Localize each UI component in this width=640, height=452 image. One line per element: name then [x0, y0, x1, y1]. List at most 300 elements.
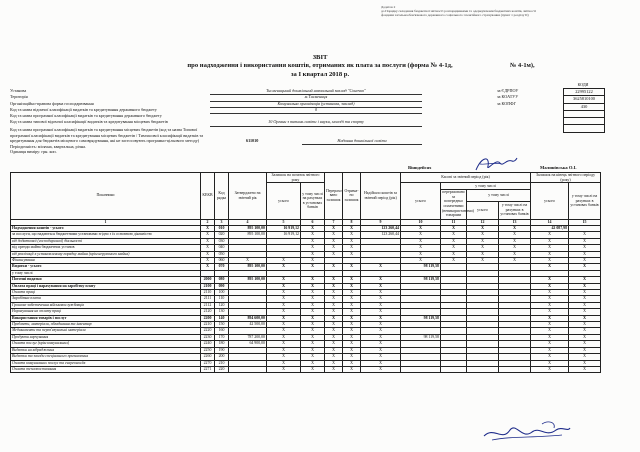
handwritten-signature [472, 154, 518, 174]
table-cell: X [325, 277, 343, 283]
report-title [0, 54, 640, 79]
header-received: Отрима-но залишок [343, 173, 361, 220]
table-cell: X [201, 245, 215, 251]
table-body [11, 225, 601, 372]
table-cell: 2200 [201, 315, 215, 321]
table-cell: X [301, 277, 325, 283]
table-cell: 98 119,58 [401, 277, 441, 283]
table-cell: X [343, 354, 361, 360]
table-cell: X [325, 341, 343, 347]
table-cell: X [441, 232, 467, 238]
column-number: 2 [201, 219, 215, 225]
table-cell: X [267, 347, 301, 353]
header-indicator: Показники [11, 173, 201, 220]
table-cell: X [267, 309, 301, 315]
info-value: м.Тисмениця [210, 94, 422, 101]
row-indicator-cell: від реалізації в установленому порядку майна (крім нерухомого майна) [11, 251, 201, 257]
signatory-left: Вінидейсях [408, 165, 432, 170]
table-cell: 2270 [201, 360, 215, 366]
code-koatuu: 3625810100 [564, 96, 604, 103]
table-cell: 2271 [201, 366, 215, 372]
table-cell: X [325, 309, 343, 315]
table-cell: X [267, 322, 301, 328]
table-cell: X [361, 283, 401, 289]
column-number: 8 [343, 219, 361, 225]
table-cell: X [301, 334, 325, 340]
table-cell: X [325, 328, 343, 334]
column-number: 4 [229, 219, 267, 225]
table-cell: 090 [215, 283, 229, 289]
table-cell: X [343, 277, 361, 283]
table-cell: X [343, 296, 361, 302]
table-cell: X [569, 277, 601, 283]
info-label: Територія [10, 94, 28, 100]
table-cell: X [569, 238, 601, 244]
row-indicator-cell: Фінансування [11, 258, 201, 264]
table-cell: X [229, 258, 267, 264]
table-cell: X [361, 334, 401, 340]
row-indicator-cell: Видатки та заходи спеціального призначення [11, 354, 201, 360]
table-cell: X [267, 328, 301, 334]
table-cell: X [361, 322, 401, 328]
table-cell: X [343, 315, 361, 321]
header-transferred: Перерахо-вано залишок [325, 173, 343, 220]
appendix-line: Додаток 2 [381, 5, 396, 9]
table-cell: X [531, 360, 569, 366]
column-number: 3 [215, 219, 229, 225]
table-cell: X [569, 354, 601, 360]
table-cell: X [201, 238, 215, 244]
table-cell: 130 [215, 309, 229, 315]
table-cell: X [467, 232, 499, 238]
info-value: Тисменицький дошкільний навчальний заклад "Сонечко" [210, 88, 422, 95]
table-cell: X [343, 290, 361, 296]
info-value: 10 Органи з питань освіти і науки, молоді та спорту [210, 119, 422, 126]
table-cell: X [343, 302, 361, 308]
table-cell: X [361, 360, 401, 366]
table-cell: 110 [215, 296, 229, 302]
table-cell: 190 [215, 347, 229, 353]
table-cell: X [569, 290, 601, 296]
row-indicator-cell: Видатки на відрядження [11, 347, 201, 353]
table-cell: X [343, 366, 361, 372]
header-kekv: КЕКВ [201, 173, 215, 220]
row-indicator-cell: Оплата теплопостачання [11, 366, 201, 372]
table-cell: X [343, 309, 361, 315]
row-indicator-cell: у тому числі [11, 270, 201, 276]
table-cell: X [401, 225, 441, 231]
table-cell: X [531, 302, 569, 308]
table-cell: 2112 [201, 302, 215, 308]
table-cell: X [569, 347, 601, 353]
row-indicator-cell: Оплата послуг (крім комунальних) [11, 341, 201, 347]
table-cell: X [325, 296, 343, 302]
table-cell: X [301, 296, 325, 302]
table-cell: 42 087,98 [531, 225, 569, 231]
code-empty [564, 118, 604, 125]
table-cell: 2000 [201, 277, 215, 283]
table-cell: 64 900,00 [229, 341, 267, 347]
table-cell: X [325, 302, 343, 308]
signatory-right: Малинівська О.І. [540, 165, 577, 170]
code-kopfg: 430 [564, 104, 604, 111]
table-cell: 2230 [201, 334, 215, 340]
row-indicator-cell: Видатки - усього [11, 264, 201, 270]
info-value: Комунальна організація (установа, заклад) [210, 101, 422, 108]
table-cell: X [267, 264, 301, 270]
appendix-note [381, 5, 626, 18]
table-cell: 894 600,00 [229, 315, 267, 321]
table-cell: X [201, 232, 215, 238]
table-cell: 220 [215, 366, 229, 372]
table-cell: 2111 [201, 296, 215, 302]
table-cell: X [499, 225, 531, 231]
table-cell: 200 [215, 354, 229, 360]
table-cell: X [401, 258, 441, 264]
table-cell: X [441, 238, 467, 244]
table-cell: X [531, 264, 569, 270]
header-approved: Затверджено на звітний рік [229, 173, 267, 220]
table-cell: 020 [215, 232, 229, 238]
table-cell: X [267, 277, 301, 283]
program-name: Надання дошкільної освіти [302, 138, 422, 145]
table-cell: X [325, 251, 343, 257]
header-spent: Касові за звітний період (рік) [401, 173, 531, 183]
header-row-code: Код рядка [215, 173, 229, 220]
row-indicator-cell: Оплата комунальних послуг та енергоносіїв [11, 360, 201, 366]
table-cell: X [569, 302, 601, 308]
table-cell: 030 [215, 238, 229, 244]
header-incl: у тому числі [441, 183, 531, 189]
table-cell: 2220 [201, 328, 215, 334]
table-cell: X [531, 238, 569, 244]
table-cell: 170 [215, 334, 229, 340]
table-cell: X [499, 238, 531, 244]
table-cell: X [301, 283, 325, 289]
table-cell: X [531, 296, 569, 302]
table-cell: X [201, 251, 215, 257]
table-cell [441, 366, 467, 372]
column-number: 15 [569, 219, 601, 225]
signature-stamp [482, 418, 572, 448]
table-cell: X [343, 334, 361, 340]
table-cell: X [569, 360, 601, 366]
info-row [10, 119, 570, 125]
table-cell: X [201, 258, 215, 264]
info-label: Організаційно-правова форма господарювання [10, 100, 94, 106]
table-cell: X [267, 334, 301, 340]
table-cell: X [301, 309, 325, 315]
table-cell: X [531, 245, 569, 251]
row-indicator-cell: Продукти харчування [11, 334, 201, 340]
row-indicator-cell: Предмети, матеріали, обладнання та інвентар [11, 322, 201, 328]
table-cell: X [569, 232, 601, 238]
row-indicator-cell: за послуги, що надаються бюджетними установами згідно з їх основною діяльністю [11, 232, 201, 238]
table-cell: X [569, 258, 601, 264]
info-label: Код та назва типової відомчої класифікації видатків та кредитування місцевих бюджетів [10, 119, 168, 125]
table-cell: 895 100,00 [229, 264, 267, 270]
table-cell: X [569, 328, 601, 334]
table-cell: 060 [215, 258, 229, 264]
table-cell: X [499, 232, 531, 238]
table-cell: X [361, 347, 401, 353]
info-label: Код та назва відомчої класифікації видатків та кредитування державного бюджету [10, 106, 157, 112]
table-cell: X [343, 341, 361, 347]
info-code-label: за ЄДРПОУ [497, 88, 519, 93]
table-cell: 123 260,44 [361, 225, 401, 231]
periodicity: Періодичність: місячна, квартальна, річна. [10, 143, 87, 149]
table-cell: X [201, 264, 215, 270]
table-cell: 895 100,00 [229, 277, 267, 283]
table-cell: 120 [215, 302, 229, 308]
program-line: кредитування для бюджетів місцевого самоврядування, які не застосовують програмно-цільового методу) 611010 Надання дошкільної освіти [10, 138, 570, 144]
table-cell: X [301, 238, 325, 244]
table-cell: X [301, 302, 325, 308]
table-cell: X [267, 354, 301, 360]
table-cell: 100 [215, 290, 229, 296]
table-cell: X [531, 322, 569, 328]
table-cell: 2260 [201, 354, 215, 360]
table-cell: X [343, 347, 361, 353]
row-indicator-cell: Оплата праці і нарахування на заробітну плату [11, 283, 201, 289]
table-cell: X [301, 225, 325, 231]
header-paid-goods: перераховано за попередньо оплаченими (невикористаними) товарами [442, 190, 474, 218]
code-empty [564, 111, 604, 118]
table-cell: X [569, 315, 601, 321]
table-cell: X [343, 238, 361, 244]
header-incl-received: у тому числі на рахунках в установах банків [301, 183, 325, 219]
header-end-total: усього [531, 183, 569, 219]
table-cell: X [441, 225, 467, 231]
table-cell: 180 [215, 341, 229, 347]
table-cell: X [569, 264, 601, 270]
table-cell: 98 119,58 [401, 264, 441, 270]
table-cell: X [361, 354, 401, 360]
table-cell: X [301, 328, 325, 334]
table-cell: 140 [215, 315, 229, 321]
table-cell [499, 366, 531, 372]
table-cell: X [301, 322, 325, 328]
table-cell: X [325, 290, 343, 296]
table-cell: X [401, 238, 441, 244]
table-cell: 98 119,58 [401, 315, 441, 321]
table-cell: X [569, 251, 601, 257]
table-cell: X [467, 258, 499, 264]
table-cell: X [267, 341, 301, 347]
table-cell: X [343, 245, 361, 251]
table-cell: X [267, 366, 301, 372]
table-cell: X [531, 341, 569, 347]
table-cell: X [361, 296, 401, 302]
table-cell: X [325, 360, 343, 366]
column-number: 6 [301, 219, 325, 225]
row-indicator-cell: від оренди майна бюджетних установ [11, 245, 201, 251]
row-indicator-cell: Використання товарів і послуг [11, 315, 201, 321]
table-cell: 2110 [201, 290, 215, 296]
table-cell: X [325, 238, 343, 244]
table-cell: X [531, 277, 569, 283]
column-number: 1 [11, 219, 201, 225]
table-cell: X [361, 366, 401, 372]
table-cell: X [361, 277, 401, 283]
table-cell: X [343, 225, 361, 231]
codes-header: КОДИ [577, 82, 589, 87]
table-cell: X [467, 225, 499, 231]
table-cell: X [361, 309, 401, 315]
table-cell: X [343, 328, 361, 334]
table-cell: 2100 [201, 283, 215, 289]
table-cell: 787 200,00 [229, 334, 267, 340]
table-cell: X [301, 315, 325, 321]
header-balance-start: Залишок на початок звітного року [267, 173, 325, 183]
table-cell: X [325, 225, 343, 231]
column-number: 14 [531, 219, 569, 225]
table-cell: X [343, 283, 361, 289]
row-indicator-cell: Оплата праці [11, 290, 201, 296]
info-code-label: за КОАТУУ [497, 94, 519, 100]
table-cell: X [267, 360, 301, 366]
table-cell: X [531, 309, 569, 315]
header-incl-bank-2: у тому числі на рахунках в установах банків [569, 183, 601, 219]
table-cell: X [401, 245, 441, 251]
table-cell: 895 100,00 [229, 232, 267, 238]
code-edrpou: 22995122 [564, 89, 604, 96]
program-code: 611010 [246, 138, 259, 144]
table-cell: X [325, 245, 343, 251]
table-cell: X [467, 251, 499, 257]
table-cell: X [301, 366, 325, 372]
table-cell: X [361, 341, 401, 347]
info-code-label: за КОПФГ [497, 100, 517, 106]
program-line: програмної класифікації видатків та кредитування місцевих бюджетів / Тимчасової класифікації видатків та [10, 132, 204, 138]
table-cell [467, 366, 499, 372]
table-cell: X [301, 347, 325, 353]
table-cell: X [531, 232, 569, 238]
table-cell: X [531, 315, 569, 321]
table-cell: X [499, 245, 531, 251]
table-cell: X [499, 258, 531, 264]
table-cell: X [569, 309, 601, 315]
table-cell: X [569, 296, 601, 302]
column-number: 7 [325, 219, 343, 225]
column-number: 5 [267, 219, 301, 225]
table-cell: X [441, 251, 467, 257]
title-line-2: про надходження і використання коштів, отриманих як плата за послуги (форма № 4-1д, [187, 62, 453, 70]
table-cell: X [467, 245, 499, 251]
table-cell: 16 919,12 [267, 225, 301, 231]
unit: Одиниця виміру: грн. коп. [10, 149, 57, 155]
row-indicator-cell: Медикаменти та перев'язувальні матеріали [11, 328, 201, 334]
table-cell: 2210 [201, 322, 215, 328]
info-block [10, 88, 570, 126]
table-cell: 2250 [201, 347, 215, 353]
title-form-right: № 4-1м), [510, 62, 535, 69]
table-cell: X [569, 366, 601, 372]
table-cell: X [531, 354, 569, 360]
table-cell: 42 500,00 [229, 322, 267, 328]
table-cell: X [301, 341, 325, 347]
table-cell: 123 260,44 [361, 232, 401, 238]
table-cell: X [343, 264, 361, 270]
table-cell: X [325, 354, 343, 360]
table-cell: 2240 [201, 341, 215, 347]
table-cell: X [325, 264, 343, 270]
table-cell: X [361, 264, 401, 270]
table-cell: 040 [215, 245, 229, 251]
table-cell: X [325, 366, 343, 372]
table-cell: X [569, 334, 601, 340]
table-cell: X [343, 360, 361, 366]
table-cell: X [201, 225, 215, 231]
program-info [10, 127, 570, 155]
table-cell: 050 [215, 251, 229, 257]
table-cell: X [569, 283, 601, 289]
table-cell: X [401, 251, 441, 257]
table-cell [229, 366, 267, 372]
table-cell: 010 [215, 225, 229, 231]
table-row [11, 366, 601, 372]
table-cell: X [325, 322, 343, 328]
table-cell: X [267, 283, 301, 289]
table-cell: X [301, 264, 325, 270]
table-cell: X [325, 283, 343, 289]
table-cell: X [361, 290, 401, 296]
table-cell: X [569, 245, 601, 251]
table-cell: X [301, 360, 325, 366]
table-cell: 160 [215, 328, 229, 334]
table-cell: 16 919,12 [267, 232, 301, 238]
table-cell: X [569, 322, 601, 328]
table-cell: 080 [215, 277, 229, 283]
header-balance-end: Залишок на кінець звітного періоду (року) [531, 173, 601, 183]
table-cell: 070 [215, 264, 229, 270]
table-cell: X [325, 315, 343, 321]
table-cell: X [531, 334, 569, 340]
table-cell: X [441, 258, 467, 264]
header-paid-goods-sub: у тому числі [467, 189, 531, 201]
row-indicator-cell: Поточні видатки [11, 277, 201, 283]
header-spent-total: усього [401, 183, 441, 219]
table-cell: X [569, 341, 601, 347]
table-cell: 210 [215, 360, 229, 366]
table-cell: X [267, 296, 301, 302]
table-cell: X [301, 245, 325, 251]
table-cell: X [531, 251, 569, 257]
table-cell: 895 100,00 [229, 225, 267, 231]
table-cell: X [499, 251, 531, 257]
table-cell: X [325, 347, 343, 353]
header-paid-total: усього [467, 201, 499, 219]
title-line-3: за І квартал 2018 р. [290, 70, 350, 78]
table-cell: X [441, 245, 467, 251]
table-cell: 98 119,58 [401, 334, 441, 340]
table-cell: X [343, 322, 361, 328]
table-cell [401, 366, 441, 372]
table-cell: X [343, 232, 361, 238]
table-cell: X [301, 251, 325, 257]
table-cell: X [343, 251, 361, 257]
table-cell: X [301, 232, 325, 238]
report-table [10, 172, 601, 373]
row-indicator-cell: Надходження коштів - усього [11, 225, 201, 231]
table-cell: X [325, 334, 343, 340]
table-cell: X [361, 328, 401, 334]
table-cell: X [531, 283, 569, 289]
table-cell: X [531, 290, 569, 296]
appendix-line: до Порядку складання бюджетної звітності розпорядниками та одержувачами бюджетних коштів, звітності [381, 9, 537, 14]
appendix-line: фондами загальнообов'язкового державного соціального і пенсійного страхування (пункт 1 розділу II) [381, 13, 529, 18]
header-income: Надійшло коштів за звітний період (рік) [361, 173, 401, 220]
